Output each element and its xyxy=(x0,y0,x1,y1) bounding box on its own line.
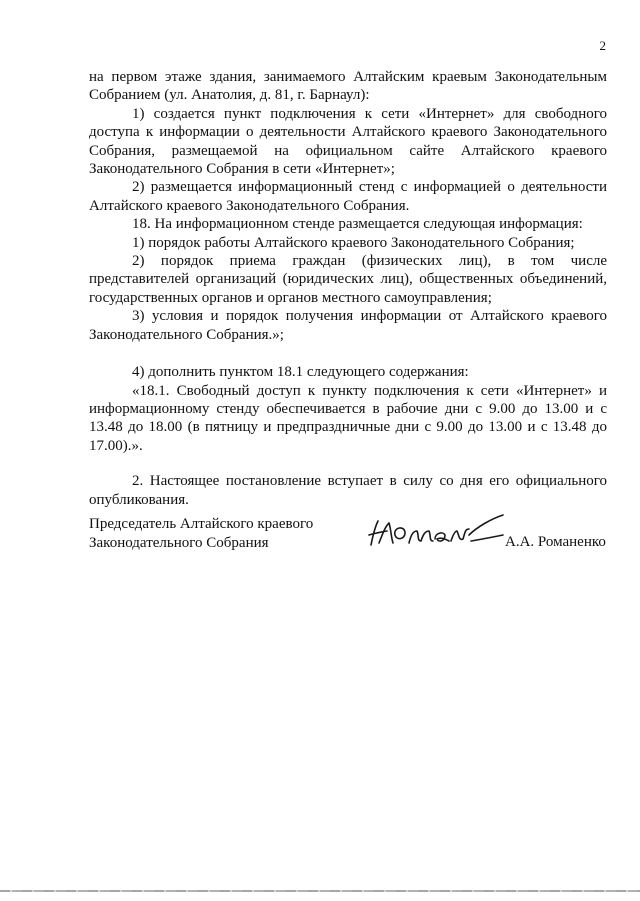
document-body xyxy=(89,68,607,509)
paragraph: 2. Настоящее постановление вступает в силу со дня его официального опубликования. xyxy=(89,473,607,508)
signatory-title-line: Председатель Алтайского краевого xyxy=(89,516,314,532)
paragraph: 3) условия и порядок получения информации от Алтайского краевого Законодательного Собрания.»; xyxy=(89,308,607,343)
signature-block xyxy=(89,515,609,585)
paragraph: 2) размещается информационный стенд с информацией о деятельности Алтайского краевого Законодательного Собрания. xyxy=(89,179,607,214)
signatory-title-line: Законодательного Собрания xyxy=(89,534,269,551)
paragraph: 18. На информационном стенде размещается следующая информация: xyxy=(132,216,583,233)
paragraph: 1) порядок работы Алтайского краевого Законодательного Собрания; xyxy=(132,234,575,251)
paragraph: 4) дополнить пунктом 18.1 следующего содержания: xyxy=(132,364,469,381)
page-number: 2 xyxy=(599,38,606,53)
scan-edge-divider xyxy=(0,890,640,892)
paragraph: на первом этаже здания, занимаемого Алтайским краевым Законодательным Собранием (ул. Анатолия, д. 81, г. Барнаул): xyxy=(89,69,607,104)
paragraph: 2) порядок приема граждан (физических лиц), в том числе представителей организаций (юридических лиц), общественных объединений, государственных органов и органов местного самоуправления; xyxy=(89,253,607,306)
handwritten-signature xyxy=(365,505,515,555)
signatory-name: А.А. Романенко xyxy=(505,534,606,550)
paragraph: 1) создается пункт подключения к сети «Интернет» для свободного доступа к информации о деятельности Алтайского краевого Законодательного Собрания, размещаемой на официальном сайте Алтайского краевого Законодательного Собрания в сети «Интернет»; xyxy=(89,105,607,178)
signatory-title xyxy=(89,515,313,552)
paragraph: «18.1. Свободный доступ к пункту подключения к сети «Интернет» и информационному стенду обеспечивается в рабочие дни с 9.00 до 13.00 и с 13.48 до 18.00 (в пятницу и предпраздничные дни с 9.00 до 13.00 и с 13.48 до 17.00).». xyxy=(89,382,607,454)
